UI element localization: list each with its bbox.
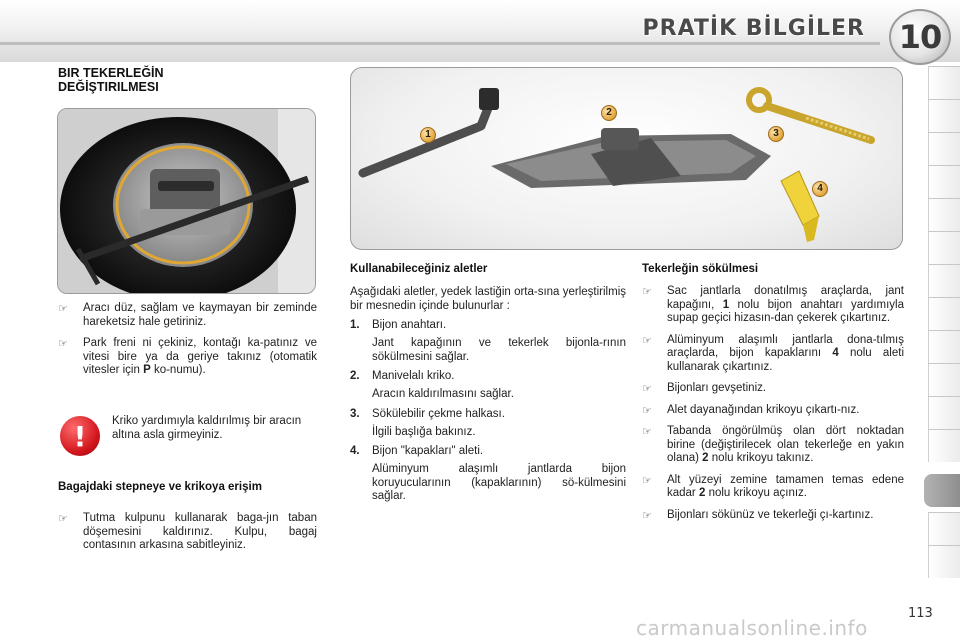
warning-icon: !	[60, 416, 100, 456]
tools-intro: Aşağıdaki aletler, yedek lastiğin orta-sına yerleştirilmiş bir mesnedin içinde bulunurlar :	[350, 286, 626, 312]
list-item: 2. Manivelalı kriko.	[350, 370, 455, 382]
chapter-tab[interactable]	[928, 429, 960, 462]
list-item: ☞ Bijonları sökünüz ve tekerleği çı-kartınız.	[642, 508, 874, 522]
pointing-hand-icon: ☞	[642, 404, 652, 417]
callout-4: 4	[812, 181, 828, 197]
chapter-tab[interactable]	[928, 165, 960, 198]
spare-wheel-illustration	[58, 109, 316, 294]
callout-2: 2	[601, 105, 617, 121]
list-item-description: Jant kapağının ve tekerlek bijonla-rının sökülmesini sağlar.	[372, 337, 626, 363]
list-item: ☞ Tutma kulpunu kullanarak baga-jın taban döşemesini kaldırınız. Kulpu, bagaj contasının arkasına sabitleyiniz.	[58, 512, 317, 551]
chapter-tab[interactable]	[928, 545, 960, 578]
chapter-tab[interactable]	[928, 264, 960, 297]
pointing-hand-icon: ☞	[58, 303, 68, 315]
wheel-removal-steps	[642, 262, 904, 522]
pointing-hand-icon: ☞	[642, 383, 652, 395]
list-item: ☞ Alt yüzeyi zemine tamamen temas edene kadar 2 nolu krikoyu açınız.	[642, 473, 904, 499]
section-title-line: DEĞİŞTIRILMESI	[58, 80, 159, 94]
lever-jack-tool	[491, 128, 771, 188]
list-item: ☞ Park freni ni çekiniz, kontağı ka-patınız ve vitesi bire ya da geriye takınız (otomatik vitesler için P ko-numu).	[58, 337, 317, 376]
section-title-line: BIR TEKERLEĞİN	[58, 66, 164, 80]
chapter-tab[interactable]	[928, 512, 960, 545]
list-item: 1. Bijon anahtarı.	[350, 319, 447, 331]
tools-description	[350, 262, 626, 509]
warning-text: Kriko yardımıyla kaldırılmış bir aracın altına asla girmeyiniz.	[112, 415, 302, 441]
page-number: 113	[908, 606, 933, 621]
chapter-tab[interactable]	[928, 198, 960, 231]
chapter-number: 10	[898, 18, 942, 56]
watermark: carmanualsonline.info	[636, 616, 868, 640]
chapter-title: PRATİK BİLGİLER	[642, 16, 865, 41]
list-item-description: İlgili başlığa bakınız.	[372, 425, 476, 438]
hubcap-removal-tool	[781, 171, 819, 242]
list-item: ☞ Sac jantlarla donatılmış araçlarda, jant kapağını, 1 nolu bijon anahtarı yardımıyla supap geçici hizasın-dan çekerek çıkartınız.	[642, 285, 904, 324]
spare-wheel-photo	[57, 108, 316, 294]
chapter-badge	[889, 9, 951, 65]
chapter-tab[interactable]	[928, 396, 960, 429]
chapter-tab[interactable]	[928, 231, 960, 264]
list-item: ☞ Tabanda öngörülmüş olan dört noktadan birine (değiştirilecek olan tekerleğe en yakın olana) 2 nolu krikoyu takınız.	[642, 425, 904, 464]
callout-3: 3	[768, 126, 784, 142]
pointing-hand-icon: ☞	[642, 286, 652, 298]
removal-heading: Tekerleğin sökülmesi	[642, 263, 759, 275]
chapter-tab[interactable]	[928, 297, 960, 330]
list-item: ☞ Alet dayanağından krikoyu çıkartı-nız.	[642, 403, 860, 417]
chapter-tab[interactable]	[928, 99, 960, 132]
preparation-steps	[58, 302, 317, 378]
callout-1: 1	[420, 127, 436, 143]
pointing-hand-icon: ☞	[642, 509, 652, 522]
pointing-hand-icon: ☞	[58, 338, 68, 350]
chapter-tab[interactable]	[928, 330, 960, 363]
chapter-tab-active[interactable]	[924, 474, 960, 507]
access-heading: Bagajdaki stepneye ve krikoya erişim	[58, 481, 262, 493]
list-item: ☞ Bijonları gevşetiniz.	[642, 382, 767, 395]
chapter-tab[interactable]	[928, 66, 960, 99]
pointing-hand-icon: ☞	[642, 334, 652, 347]
list-item-description: Aracın kaldırılmasını sağlar.	[372, 388, 514, 400]
pointing-hand-icon: ☞	[642, 426, 652, 438]
list-item: ☞ Aracı düz, sağlam ve kaymayan bir zeminde hareketsiz hale getiriniz.	[58, 302, 317, 328]
tools-heading: Kullanabileceğiniz aletler	[350, 263, 488, 275]
list-item: ☞ Alüminyum alaşımlı jantlarla dona-tılmış araçlarda, bijon kapaklarını 4 nolu aleti kullanarak çıkartınız.	[642, 333, 904, 373]
tools-illustration	[351, 68, 903, 250]
header-divider	[0, 42, 880, 45]
tools-figure	[350, 67, 903, 250]
chapter-tab-strip	[928, 66, 960, 576]
chapter-tab[interactable]	[928, 132, 960, 165]
pointing-hand-icon: ☞	[58, 513, 68, 525]
list-item: 3. Sökülebilir çekme halkası.	[350, 407, 505, 420]
pointing-hand-icon: ☞	[642, 474, 652, 487]
section-title	[58, 66, 258, 94]
chapter-tab[interactable]	[928, 363, 960, 396]
list-item-description: Alüminyum alaşımlı jantlarda bijon koruyucularının (kapaklarının) sö-külmesini sağlar.	[372, 463, 626, 502]
list-item: 4. Bijon "kapakları" aleti.	[350, 445, 484, 457]
